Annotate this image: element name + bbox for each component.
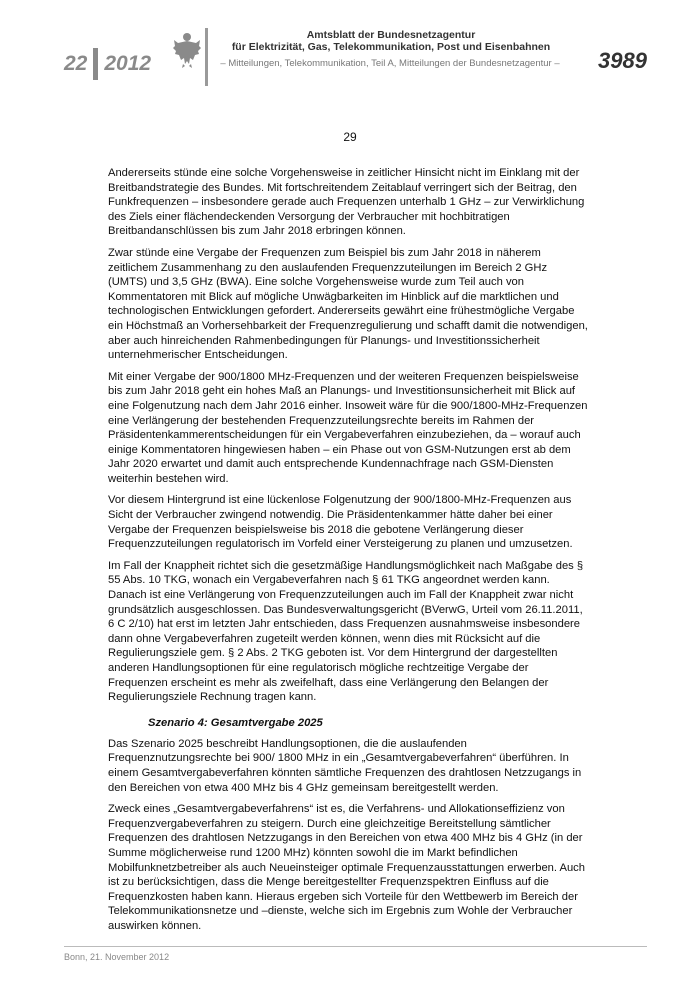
issue-divider bbox=[93, 48, 98, 80]
paragraph: Im Fall der Knappheit richtet sich die gesetzmäßige Handlungsmöglichkeit nach Maßgabe des § 55 Abs. 10 TKG, wonach ein Vergabeverfahren nach § 61 TKG angeordnet werden kann. Danach ist eine Verlängerung von Frequenzzuteilungen auch im Fall der Knappheit zwar nicht grundsätzlich ausgeschlossen. Das Bundesverwaltungsgericht (BVerwG, Urteil vom 26.11.2011, 6 C 2/10) hat erst im letzten Jahr entschieden, dass Frequenzen ausnahmsweise insbesondere dann ohne Vergabeverfahren zugeteilt werden können, wenn dies mit Rücksicht auf die Regulierungsziele gem. § 2 Abs. 2 TKG geboten ist. Vor dem Hintergrund der dargestellten anderen Handlungsoptionen für eine regulatorisch mögliche rechtzeitige Vergabe der Frequenzen erscheint es mehr als zweifelhaft, dass eine Verlängerung den Belangen der Regulierungsziele Rechnung tragen kann. bbox=[108, 559, 584, 704]
paragraph: Vor diesem Hintergrund ist eine lückenlose Folgenutzung der 900/1800-MHz-Frequenzen aus Sicht der Verbraucher zwingend notwendig. Die Präsidentenkammer hätte daher bei einer Vergabe der Frequenzen beispielsweise bis 2018 die gebotene Verlängerung dieser Frequenzzuteilungen regulatorisch im Vorfeld einer Versteigerung zu planen und umzusetzen. bbox=[108, 494, 573, 551]
footer-rule bbox=[64, 946, 647, 947]
footer-date: Bonn, 21. November 2012 bbox=[64, 952, 170, 962]
document-page-number: 29 bbox=[343, 130, 357, 144]
journal-title bbox=[215, 29, 567, 53]
journal-subtitle: – Mitteilungen, Telekommunikation, Teil A, Mitteilungen der Bundesnetzagentur – bbox=[220, 58, 560, 69]
journal-title-line1: Amtsblatt der Bundesnetzagentur bbox=[306, 29, 476, 41]
federal-eagle-icon bbox=[172, 30, 202, 70]
journal-page-number: 3989 bbox=[598, 48, 647, 73]
body-text bbox=[108, 166, 588, 941]
paragraph: Zweck eines „Gesamtvergabeverfahrens“ ist es, die Verfahrens- und Allokationseffizienz von Frequenzvergabeverfahren zu steigern. Durch eine gleichzeitige Bereitstellung sämtlicher Frequenzen des drahtlosen Netzzugangs in den Bereichen von etwa 400 MHz bis 4 GHz (in der Summe möglicherweise rund 1200 MHz) könnten sowohl die im Markt befindlichen Mobilfunknetzbetreiber als auch Neueinsteiger optimale Frequenzausstattungen erwerben. Auch ist zu berücksichtigen, dass die Menge bereitgestellter Frequenzspektren Einfluss auf die Frequenzkosten haben kann. Hieraus ergeben sich Vorteile für den Wettbewerb im Bereich der Telekommunikationsnetze und –dienste, welche sich im Ergebnis zum Wohle der Verbraucher auswirken können. bbox=[108, 803, 585, 932]
issue-label bbox=[64, 48, 151, 80]
paragraph: Andererseits stünde eine solche Vorgehensweise in zeitlicher Hinsicht nicht im Einklang mit der Breitbandstrategie des Bundes. Mit fortschreitendem Zeitablauf verringert sich der Beitrag, den Funkfrequenzen – insbesondere gerade auch Frequenzen unterhalb 1 GHz – zur Verwirklichung des Ziels einer flächendeckenden Versorgung der Verbraucher mit hochbitratigen Breitbandanschlüssen bis zum Jahr 2018 erbringen können. bbox=[108, 167, 585, 238]
journal-title-line2: für Elektrizität, Gas, Telekommunikation, Post und Eisenbahnen bbox=[231, 41, 551, 53]
paragraph: Zwar stünde eine Vergabe der Frequenzen zum Beispiel bis zum Jahr 2018 in näherem zeitlichem Zusammenhang zu den auslaufenden Frequenzzuteilungen im Bereich 2 GHz (UMTS) und 3,5 GHz (BWA). Eine solche Vorgehensweise wurde zum Teil auch von Kommentatoren mit Blick auf mögliche Unwägbarkeiten im Hinblick auf die marktlichen und technologischen Entwicklungen gefordert. Andererseits gewährt eine frühestmögliche Vergabe ein Höchstmaß an Vorhersehbarkeit der Frequenzregulierung und schafft damit die notwendigen, aber auch hinreichenden Rahmenbedingungen für Planungs- und Investitionssicherheit unternehmerischer Entscheidungen. bbox=[108, 246, 588, 362]
header-rule bbox=[205, 28, 208, 86]
section-heading: Szenario 4: Gesamtvergabe 2025 bbox=[148, 716, 323, 729]
paragraph: Mit einer Vergabe der 900/1800 MHz-Frequenzen und der weiteren Frequenzen beispielsweise bis zum Jahr 2018 geht ein hohes Maß an Planungs- und Investitionsunsicherheit mit Blick auf eine Folgenutzung nach dem Jahr 2016 einher. Insoweit wäre für die 900/1800-MHz-Frequenzen eine Verlängerung der bestehenden Frequenzzuteilungsrechte bereits im Rahmen der Präsidentenkammerentscheidungen für ein Vergabeverfahren einzubeziehen, da – worauf auch einige Kommentatoren hingewiesen haben – ein Phase out von GSM-Nutzungen erst ab dem Jahr 2020 erwartet und damit auch entsprechende Kundennachfrage nach GSM-Diensten weiterhin bestehen wird. bbox=[108, 370, 588, 485]
paragraph: Das Szenario 2025 beschreibt Handlungsoptionen, die die auslaufenden Frequenznutzungsrechte bei 900/ 1800 MHz in ein „Gesamtvergabeverfahren“ überführen. In einem Gesamtvergabeverfahren könnten sämtliche Frequenzen des drahtlosen Netzzugangs in den Bereichen von etwa 400 MHz bis 4 GHz gemeinsam bereitgestellt werden. bbox=[108, 737, 582, 794]
issue-number: 22 bbox=[64, 52, 88, 75]
issue-year: 2012 bbox=[104, 52, 152, 75]
